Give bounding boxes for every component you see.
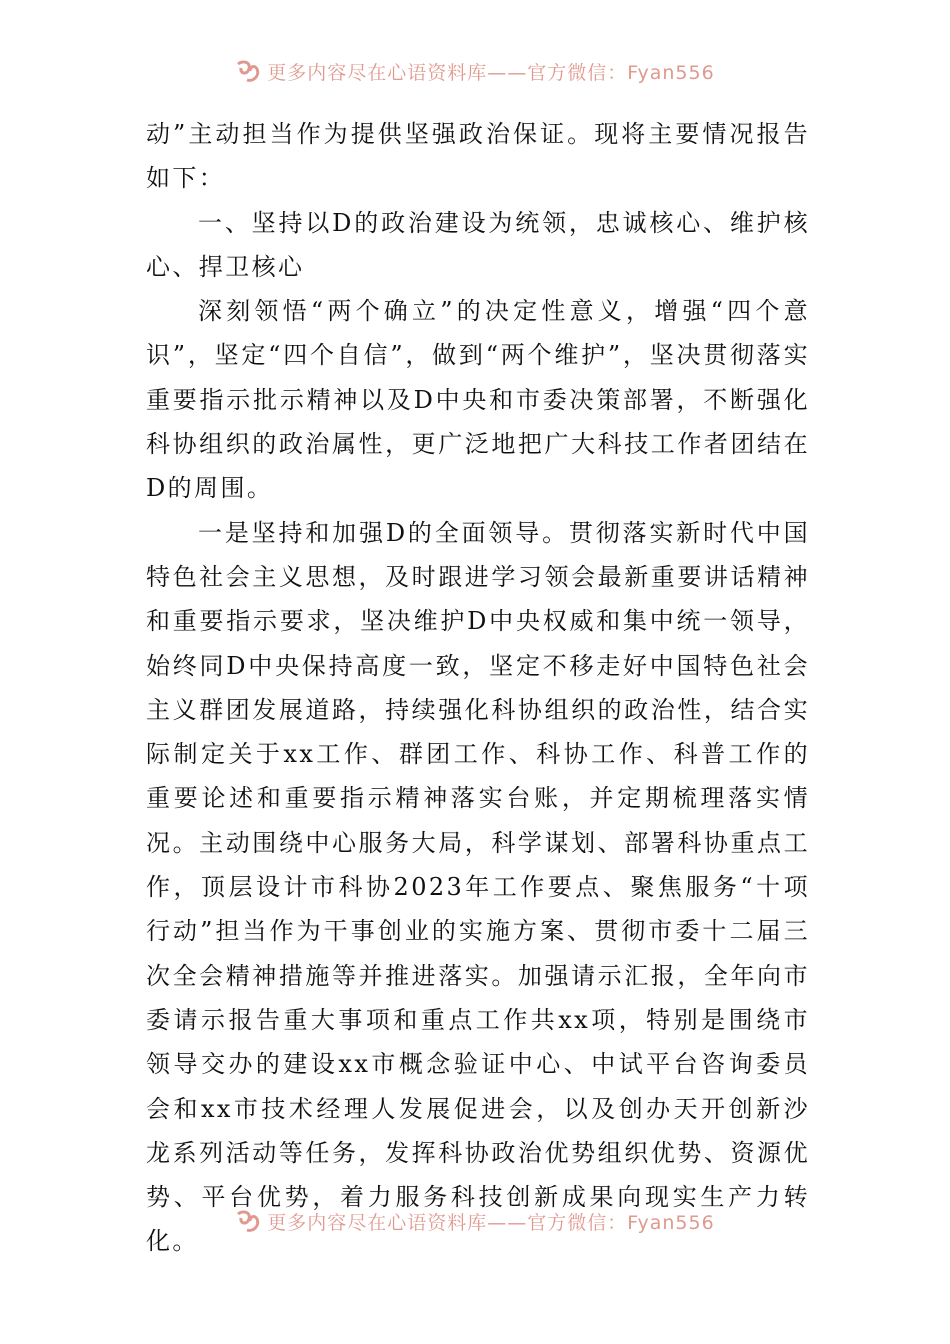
paragraph: 一是坚持和加强D的全面领导。贯彻落实新时代中国特色社会主义思想，及时跟进学习领会最新重要讲话精神和重要指示要求，坚决维护D中央权威和集中统一领导，始终同D中央保持高度一致，坚定不移走好中国特色社会主义群团发展道路，持续强化科协组织的政治性，结合实际制定关于xx工作、群团工作、科协工作、科普工作的重要论述和重要指示精神落实台账，并定期梳理落实情况。主动围绕中心服务大局，科学谋划、部署科协重点工作，顶层设计市科协2023年工作要点、聚焦服务“十项行动”担当作为干事创业的实施方案、贯彻市委十二届三次全会精神措施等并推进落实。加强请示汇报，全年向市委请示报告重大事项和重点工作共xx项，特别是围绕市领导交办的建设xx市概念验证中心、中试平台咨询委员会和xx市技术经理人发展促进会，以及创办天开创新沙龙系列活动等任务，发挥科协政治优势组织优势、资源优势、平台优势，着力服务科技创新成果向现实生产力转化。 [146,518,810,1256]
watermark-text: 更多内容尽在心语资料库——官方微信：Fyan556 [267,1211,715,1234]
section-heading: 一、坚持以D的政治建设为统领，忠诚核心、维护核心、捍卫核心 [146,208,810,281]
logo-icon [235,1210,261,1232]
document-body [146,112,810,1264]
logo-icon [235,60,261,82]
paragraph: 动”主动担当作为提供坚强政治保证。现将主要情况报告如下： [146,120,810,193]
watermark-text: 更多内容尽在心语资料库——官方微信：Fyan556 [267,61,715,84]
footer-watermark [0,1206,950,1236]
paragraph: 深刻领悟“两个确立”的决定性意义，增强“四个意识”，坚定“四个自信”，做到“两个维护”，坚决贯彻落实重要指示批示精神以及D中央和市委决策部署，不断强化科协组织的政治属性，更广泛地把广大科技工作者团结在D的周围。 [146,297,810,503]
header-watermark [0,56,950,86]
